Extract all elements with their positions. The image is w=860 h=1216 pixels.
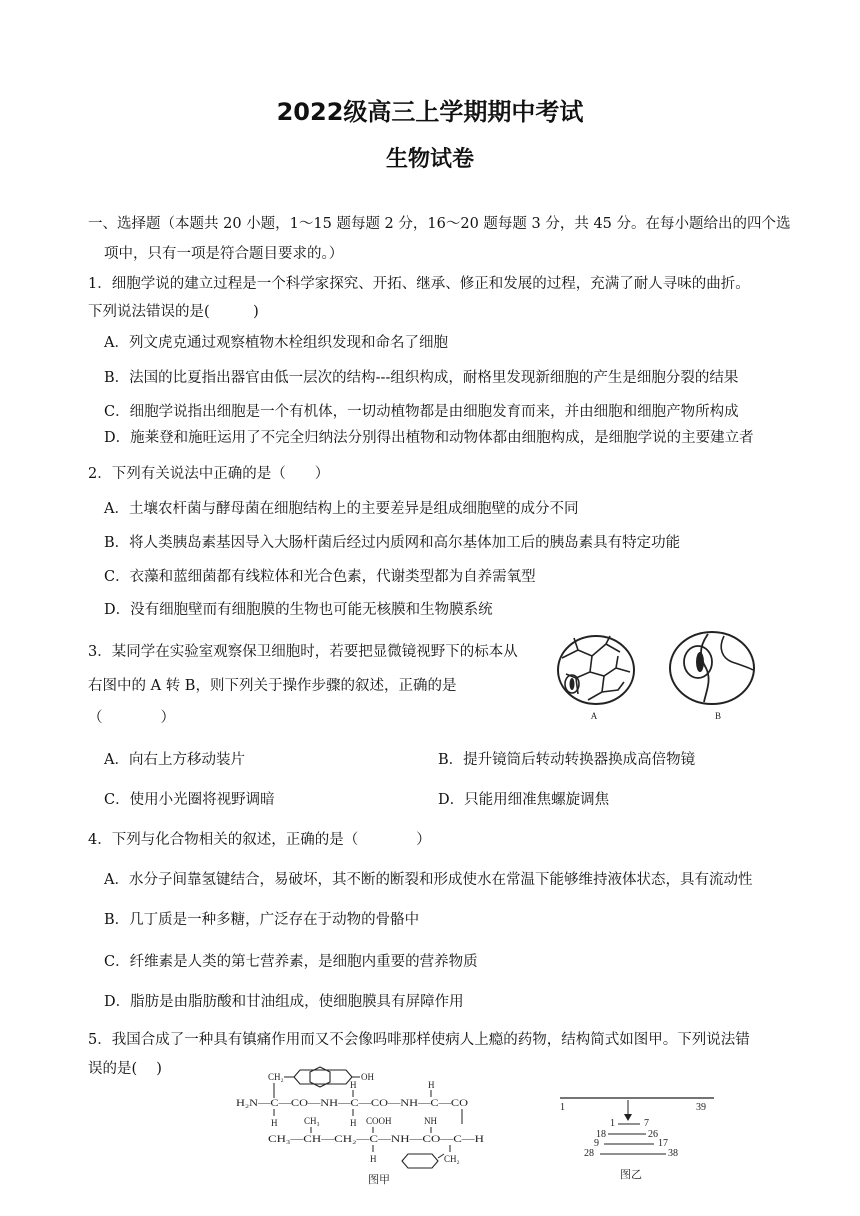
q2-option-b: B．将人类胰岛素基因导入大肠杆菌后经过内质网和高尔基体加工后的胰岛素具有特定功能 [104, 535, 681, 551]
q5-structural-formula-figure [228, 1066, 508, 1188]
seg-label-28: 28 [584, 1148, 594, 1159]
view-a-diagram [558, 636, 634, 704]
benzene-ring-bottom [402, 1154, 438, 1168]
q2-option-c: C．衣藻和蓝细菌都有线粒体和光合色素，代谢类型都为自养需氧型 [104, 569, 536, 585]
seg-label-18: 18 [596, 1129, 606, 1140]
h-bottom: H [370, 1154, 377, 1164]
q3-stem-line2: 右图中的 A 转 B，则下列关于操作步骤的叙述，正确的是 [88, 678, 457, 694]
q3-microscope-figure [548, 628, 768, 724]
q1-option-b: B．法国的比夏指出器官由低一层次的结构---组织构成，耐格里发现新细胞的产生是细胞分裂的结果 [104, 370, 739, 386]
q4-stem: 4．下列与化合物相关的叙述，正确的是（ ） [88, 832, 431, 848]
q4-option-c: C．纤维素是人类的第七营养素，是细胞内重要的营养物质 [104, 954, 478, 970]
section-heading-line1: 一、选择题（本题共 20 小题，1～15 题每题 2 分，16～20 题每题 3 分，共 45 分。在每小题给出的四个选 [88, 216, 791, 232]
q2-stem: 2．下列有关说法中正确的是（ ） [88, 466, 330, 482]
ch2-bottom-label: CH₂ [444, 1154, 460, 1164]
seg-label-26: 26 [648, 1129, 658, 1140]
view-b-label: B [714, 711, 722, 721]
view-b-diagram [670, 632, 754, 704]
formula-row-1: H₂N—C—CO—NH—C—CO—NH—C—CO [236, 1098, 469, 1108]
seg-label-38: 38 [668, 1148, 678, 1159]
q3-stem-line1: 3．某同学在实验室观察保卫细胞时，若要把显微镜视野下的标本从 [88, 644, 518, 660]
q1-stem-line2: 下列说法错误的是( ) [88, 304, 259, 320]
q4-option-a: A．水分子间靠氢键结合，易破坏，其不断的断裂和形成使水在常温下能够维持液体状态，具有流动性 [104, 872, 753, 888]
exam-title: 2022级高三上学期期中考试 [276, 98, 584, 126]
h-mid-bottom: H [350, 1118, 357, 1128]
formula-row-2: CH₃—CH—CH₂—C—NH—CO—C—H [268, 1134, 485, 1144]
benzene-ring-top-outline [294, 1070, 352, 1084]
cooh-label: COOH [366, 1116, 392, 1126]
nh-label: NH [424, 1116, 437, 1126]
q4-option-b: B．几丁质是一种多糖，广泛存在于动物的骨骼中 [104, 912, 420, 928]
view-a-label: A [590, 711, 598, 721]
q5-peptide-chain-figure [556, 1090, 726, 1184]
ch3-label: CH₃ [304, 1116, 320, 1126]
q1-stem-line1: 1．细胞学说的建立过程是一个科学家探究、开拓、继承、修正和发展的过程，充满了耐人寻味的曲折。 [88, 276, 750, 292]
chain-label-39: 39 [696, 1102, 706, 1113]
q4-option-d: D．脂肪是由脂肪酸和甘油组成，使细胞膜具有屏障作用 [104, 994, 464, 1010]
q3-option-c: C．使用小光圈将视野调暗 [104, 792, 275, 808]
fig-jia-caption: 图甲 [368, 1174, 390, 1186]
q3-option-b: B．提升镜筒后转动转换器换成高倍物镜 [438, 752, 696, 768]
q3-stem-line3: （ ） [88, 710, 175, 726]
ch2-top-label: CH₂ [268, 1072, 284, 1082]
seg-label-9: 9 [594, 1138, 599, 1149]
h-left: H [271, 1118, 278, 1128]
seg-label-17: 17 [658, 1138, 668, 1149]
q3-option-a: A．向右上方移动装片 [104, 752, 245, 768]
q2-option-a: A．土壤农杆菌与酵母菌在细胞结构上的主要差异是组成细胞壁的成分不同 [104, 501, 579, 517]
q5-stem-line2: 误的是( ) [88, 1061, 162, 1077]
q2-option-d: D．没有细胞壁而有细胞膜的生物也可能无核膜和生物膜系统 [104, 602, 493, 618]
q1-option-c: C．细胞学说指出细胞是一个有机体，一切动植物都是由细胞发育而来，并由细胞和细胞产物所构成 [104, 404, 739, 420]
q1-option-d: D．施莱登和施旺运用了不完全归纳法分别得出植物和动物体都由细胞构成，是细胞学说的主要建立者 [104, 430, 754, 446]
oh-label: OH [361, 1072, 374, 1082]
q1-option-a: A．列文虎克通过观察植物木栓组织发现和命名了细胞 [104, 335, 448, 351]
exam-subtitle: 生物试卷 [385, 147, 474, 172]
q5-stem-line1: 5．我国合成了一种具有镇痛作用而又不会像吗啡那样使病人上瘾的药物，结构简式如图甲。下列说法错 [88, 1032, 750, 1048]
chain-label-1: 1 [560, 1102, 565, 1113]
seg-label-1: 1 [610, 1118, 615, 1129]
section-heading-line2: 项中，只有一项是符合题目要求的。） [104, 246, 344, 262]
seg-label-7: 7 [644, 1118, 649, 1129]
q3-option-d: D．只能用细准焦螺旋调焦 [438, 792, 610, 808]
h-mid-top: H [350, 1080, 357, 1090]
h-right-top: H [428, 1080, 435, 1090]
fig-yi-caption: 图乙 [620, 1169, 642, 1181]
